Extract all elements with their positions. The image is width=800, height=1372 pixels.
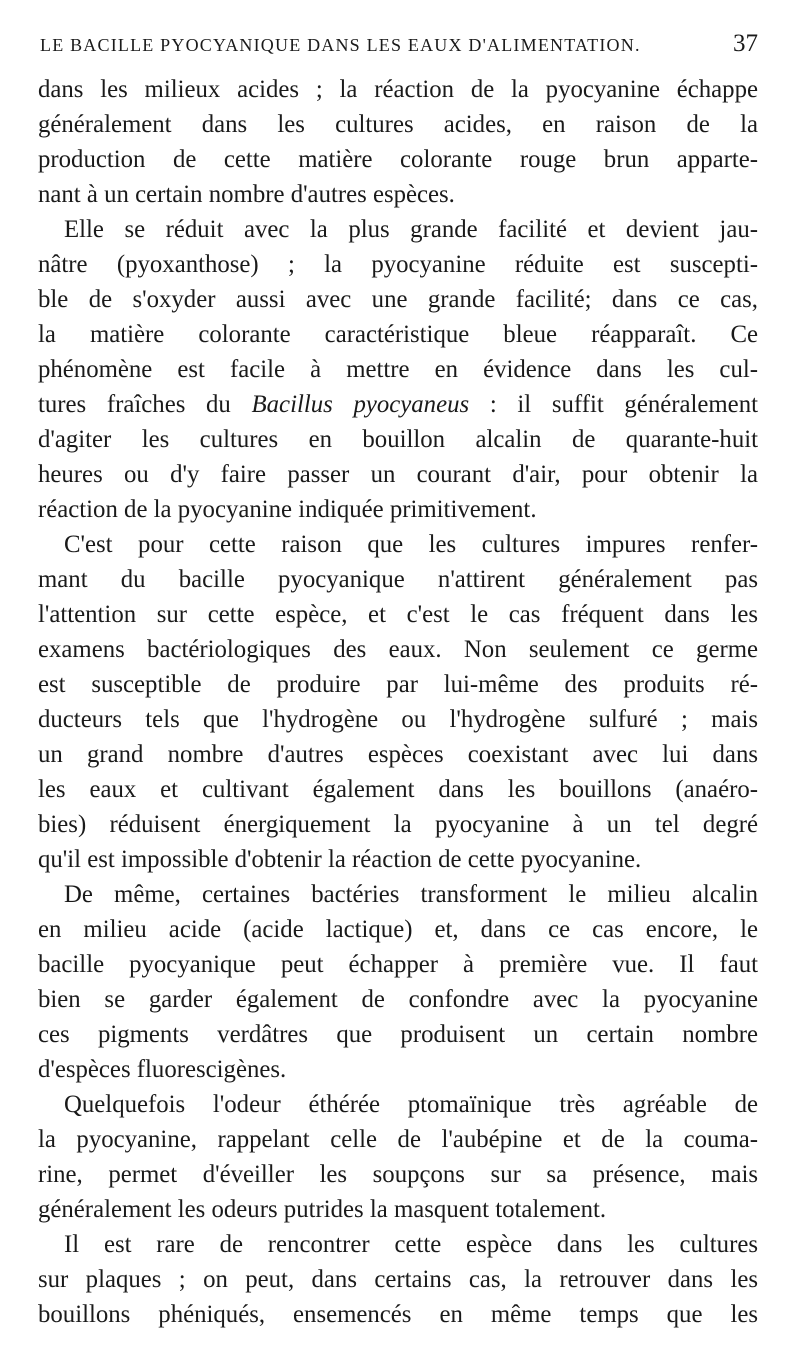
text-line: examens bactériologiques des eaux. Non seulement ce germe xyxy=(38,636,758,663)
text-line: De même, certaines bactéries transforment le milieu alcalin xyxy=(64,881,758,908)
text-line: dans les milieux acides ; la réaction de la pyocyanine échappe xyxy=(38,76,758,103)
paragraph xyxy=(38,527,758,877)
text-segment: : il suffit généralement xyxy=(469,391,758,418)
text-line: la pyocyanine, rappelant celle de l'aubépine et de la couma- xyxy=(38,1126,758,1153)
body-text xyxy=(38,72,758,1332)
text-line: bacille pyocyanique peut échapper à première vue. Il faut xyxy=(38,951,758,978)
text-line: nant à un certain nombre d'autres espèces. xyxy=(38,181,455,208)
text-line: Elle se réduit avec la plus grande facilité et devient jau- xyxy=(64,216,758,243)
text-line: en milieu acide (acide lactique) et, dans ce cas encore, le xyxy=(38,916,758,943)
text-line: heures ou d'y faire passer un courant d'air, pour obtenir la xyxy=(38,461,758,488)
text-line: ces pigments verdâtres que produisent un certain nombre xyxy=(38,1021,758,1048)
text-line: phénomène est facile à mettre en évidence dans les cul- xyxy=(38,356,758,383)
paragraph xyxy=(38,72,758,212)
text-line: bies) réduisent énergiquement la pyocyanine à un tel degré xyxy=(38,811,758,838)
text-line: ducteurs tels que l'hydrogène ou l'hydrogène sulfuré ; mais xyxy=(38,706,758,733)
text-line: d'agiter les cultures en bouillon alcalin de quarante-huit xyxy=(38,426,758,453)
text-segment: tures fraîches du xyxy=(38,391,252,418)
text-line: C'est pour cette raison que les cultures impures renfer- xyxy=(64,531,758,558)
text-line: la matière colorante caractéristique bleue réapparaît. Ce xyxy=(38,321,758,348)
text-line: l'attention sur cette espèce, et c'est le cas fréquent dans les xyxy=(38,601,758,628)
text-line: mant du bacille pyocyanique n'attirent généralement pas xyxy=(38,566,758,593)
text-line xyxy=(38,387,758,422)
page-number: 37 xyxy=(733,30,758,57)
page-header xyxy=(40,30,758,58)
text-line: rine, permet d'éveiller les soupçons sur sa présence, mais xyxy=(38,1161,758,1188)
text-line: Quelquefois l'odeur éthérée ptomaïnique très agréable de xyxy=(64,1091,758,1118)
text-line: les eaux et cultivant également dans les bouillons (anaéro- xyxy=(38,776,758,803)
text-line: bien se garder également de confondre avec la pyocyanine xyxy=(38,986,758,1013)
text-line: ble de s'oxyder aussi avec une grande facilité; dans ce cas, xyxy=(38,286,758,313)
text-line: d'espèces fluorescigènes. xyxy=(38,1056,287,1083)
text-line: est susceptible de produire par lui-même des produits ré- xyxy=(38,671,758,698)
paragraph xyxy=(38,212,758,527)
text-line: réaction de la pyocyanine indiquée primitivement. xyxy=(38,496,537,523)
running-head: LE BACILLE PYOCYANIQUE DANS LES EAUX D'ALIMENTATION. xyxy=(40,35,641,55)
paragraph xyxy=(38,877,758,1087)
text-line: production de cette matière colorante rouge brun apparte- xyxy=(38,146,758,173)
text-line: nâtre (pyoxanthose) ; la pyocyanine réduite est suscepti- xyxy=(38,251,758,278)
text-line: Il est rare de rencontrer cette espèce dans les cultures xyxy=(64,1231,758,1258)
text-line: bouillons phéniqués, ensemencés en même temps que les xyxy=(38,1301,758,1328)
text-line: sur plaques ; on peut, dans certains cas, la retrouver dans les xyxy=(38,1266,758,1293)
paragraph xyxy=(38,1227,758,1332)
text-line: généralement les odeurs putrides la masquent totalement. xyxy=(38,1196,607,1223)
text-line: généralement dans les cultures acides, en raison de la xyxy=(38,111,758,138)
italic-species-name: Bacillus pyocyaneus xyxy=(251,391,470,418)
text-line: un grand nombre d'autres espèces coexistant avec lui dans xyxy=(38,741,758,768)
text-line: qu'il est impossible d'obtenir la réaction de cette pyocyanine. xyxy=(38,846,642,873)
paragraph xyxy=(38,1087,758,1227)
